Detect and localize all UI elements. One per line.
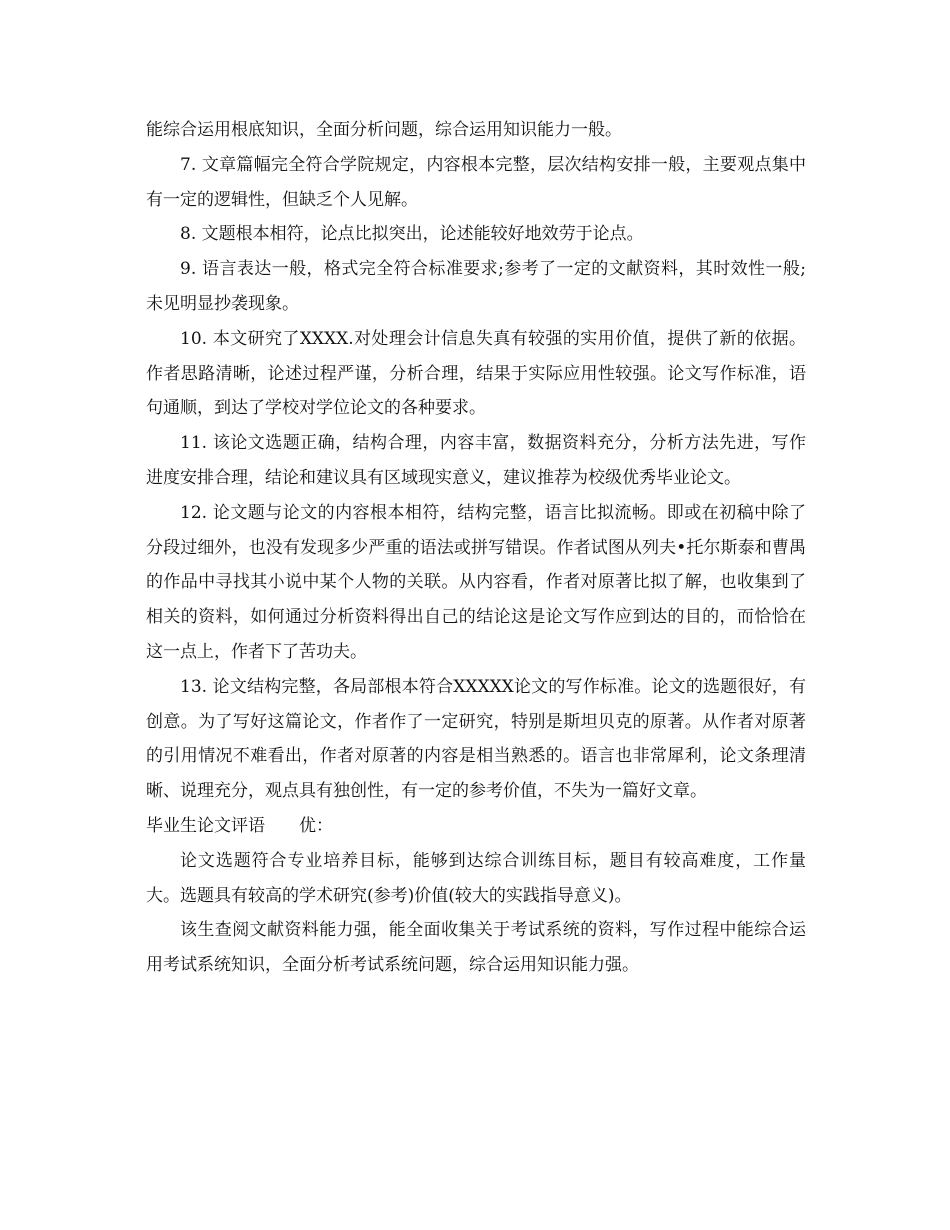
document-page — [146, 113, 806, 983]
paragraph-comment-1: 论文选题符合专业培养目标，能够到达综合训练目标，题目有较高难度，工作量大。选题具有较高的学术研究(参考)价值(较大的实践指导意义)。 — [146, 850, 806, 906]
paragraph-item-13: 13. 论文结构完整，各局部根本符合XXXXX论文的写作标准。论文的选题很好，有创意。为了写好这篇论文，作者作了一定研究，特别是斯坦贝克的原著。从作者对原著的引用情况不难看出，作者对原著的内容是相当熟悉的。语言也非常犀利，论文条理清晰、说理充分，观点具有独创性，有一定的参考价值，不失为一篇好文章。 — [146, 676, 806, 802]
paragraph-comment-2: 该生查阅文献资料能力强，能全面收集关于考试系统的资料，写作过程中能综合运用考试系统知识，全面分析考试系统问题，综合运用知识能力强。 — [146, 920, 806, 976]
paragraph-continuation: 能综合运用根底知识，全面分析问题，综合运用知识能力一般。 — [146, 120, 622, 140]
paragraph-item-8: 8. 文题根本相符，论点比拟突出，论述能较好地效劳于论点。 — [180, 224, 644, 245]
paragraph-item-10: 10. 本文研究了XXXX.对处理会计信息失真有较强的实用价值，提供了新的依据。作者思路清晰，论述过程严谨，分析合理，结果于实际应用性较强。论文写作标准，语句通顺，到达了学校对学位论文的各种要求。 — [146, 328, 806, 419]
section-heading-grade: 优： — [299, 815, 333, 836]
section-heading — [146, 809, 806, 844]
paragraph-item-9: 9. 语言表达一般，格式完全符合标准要求;参考了一定的文献资料，其时效性一般;未见明显抄袭现象。 — [146, 259, 806, 314]
paragraph-item-12: 12. 论文题与论文的内容根本相符，结构完整，语言比拟流畅。即或在初稿中除了分段过细外，也没有发现多少严重的语法或拼写错误。作者试图从列夫•托尔斯泰和曹禺的作品中寻找其小说中某个人物的关联。从内容看，作者对原著比拟了解，也收集到了相关的资料，如何通过分析资料得出自己的结论这是论文写作应到达的目的，而恰恰在这一点上，作者下了苦功夫。 — [146, 502, 806, 662]
paragraph-item-11: 11. 该论文选题正确，结构合理，内容丰富，数据资料充分，分析方法先进，写作进度安排合理，结论和建议具有区域现实意义，建议推荐为校级优秀毕业论文。 — [146, 433, 806, 488]
paragraph-item-7: 7. 文章篇幅完全符合学院规定，内容根本完整，层次结构安排一般，主要观点集中有一定的逻辑性，但缺乏个人见解。 — [146, 154, 806, 210]
section-heading-title: 毕业生论文评语 — [146, 815, 265, 836]
